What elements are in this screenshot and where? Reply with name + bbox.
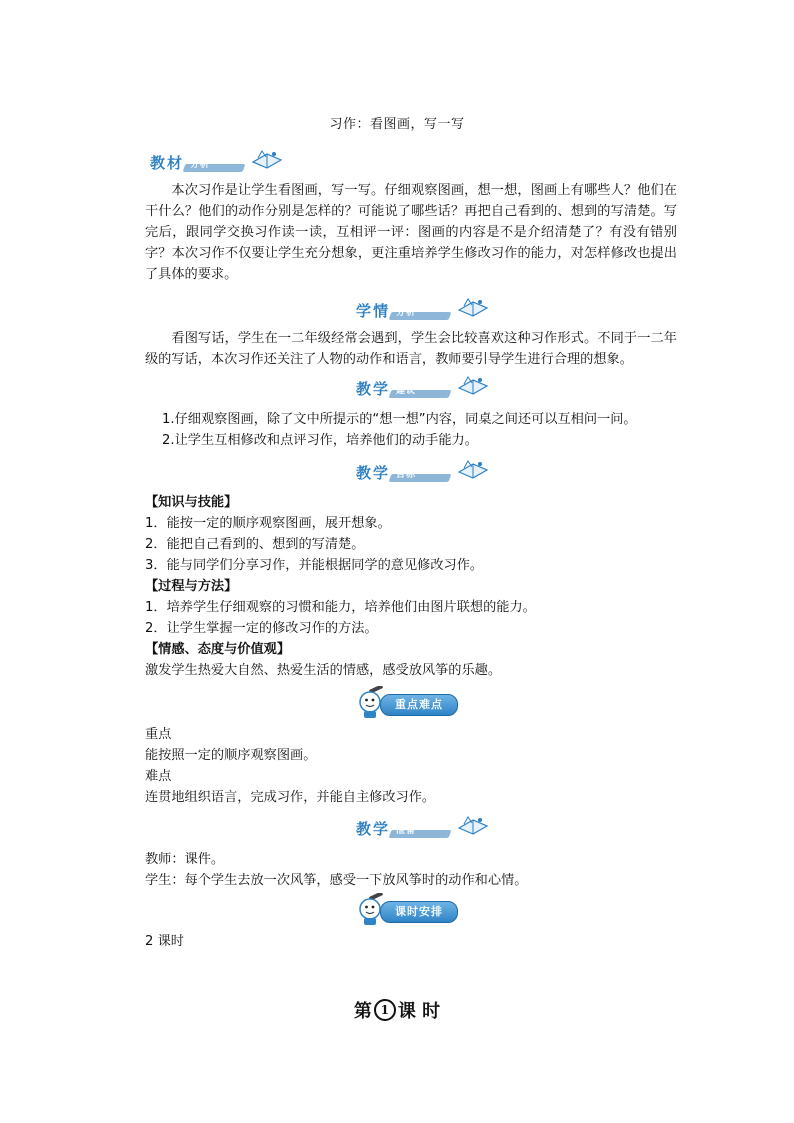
banner-suggestion (356, 378, 496, 404)
banner-analysis (150, 152, 290, 178)
banner-goals (356, 462, 496, 488)
book-icon (456, 814, 490, 840)
goals-process-item: 2．让学生掌握一定的修改习作的方法。 (145, 621, 378, 636)
badge-schedule (356, 893, 466, 927)
difficulty-text: 连贯地组织语言，完成习作，并能自主修改习作。 (145, 790, 436, 805)
schedule-text: 2 课时 (145, 934, 184, 949)
banner-students (356, 300, 496, 326)
banner-main-text: 学情 (356, 302, 391, 320)
students-paragraph: 看图写话，学生在一二年级经常会遇到，学生会比较喜欢这种习作形式。不同于一二年级的写话，本次习作还关注了人物的动作和语言，教师要引导学生进行合理的想象。 (145, 331, 677, 367)
banner-main-text: 教材 (150, 154, 185, 172)
banner-sub-text: 准备 (396, 826, 417, 836)
banner-preparation (356, 818, 496, 844)
badge-key-points (356, 686, 466, 720)
analysis-paragraph: 本次习作是让学生看图画，写一写。仔细观察图画，想一想，图画上有哪些人？他们在干什么？他们的动作分别是怎样的？可能说了哪些话？再把自己看到的、想到的写清楚。写完后，跟同学交换习作读一读，互相评一评：图画的内容是不是介绍清楚了？有没有错别字？本次习作不仅要让学生充分想象，更注重培养学生修改习作的能力，对怎样修改也提出了具体的要求。 (145, 183, 677, 282)
goals-knowledge-item: 1．能按一定的顺序观察图画，展开想象。 (145, 516, 391, 531)
lesson-number: 1 (374, 999, 396, 1021)
goals-knowledge-item: 3．能与同学们分享习作，并能根据同学的意见修改习作。 (145, 558, 484, 573)
difficulty-label: 难点 (145, 769, 172, 784)
banner-sub-text: 分析 (396, 308, 417, 318)
key-text: 能按照一定的顺序观察图画。 (145, 748, 317, 763)
banner-sub-text: 建议 (396, 386, 417, 396)
key-label: 重点 (145, 727, 172, 742)
book-icon (456, 296, 490, 322)
goals-knowledge-item: 2．能把自己看到的、想到的写清楚。 (145, 537, 365, 552)
banner-main-text: 教学 (356, 820, 391, 838)
book-icon (456, 374, 490, 400)
book-icon (250, 148, 284, 174)
page-title: 习作：看图画，写一写 (329, 117, 465, 132)
lesson-suffix: 课 时 (397, 1001, 441, 1022)
goals-process-item: 1．培养学生仔细观察的习惯和能力，培养他们由图片联想的能力。 (145, 600, 536, 615)
preparation-student: 学生：每个学生去放一次风筝，感受一下放风筝时的动作和心情。 (145, 873, 528, 888)
lesson-heading (0, 1000, 794, 1024)
badge-text: 课时安排 (395, 905, 443, 918)
book-icon (456, 458, 490, 484)
goals-process-heading: 【过程与方法】 (145, 579, 238, 594)
banner-main-text: 教学 (356, 464, 391, 482)
suggestion-item: 2.让学生互相修改和点评习作，培养他们的动手能力。 (162, 433, 478, 448)
suggestion-item: 1.仔细观察图画，除了文中所提示的“想一想”内容，同桌之间还可以互相问一问。 (162, 412, 637, 427)
goals-emotion-heading: 【情感、态度与价值观】 (145, 642, 291, 657)
banner-sub-text: 分析 (190, 160, 211, 170)
goals-knowledge-heading: 【知识与技能】 (145, 495, 238, 510)
banner-main-text: 教学 (356, 380, 391, 398)
banner-sub-text: 目标 (396, 470, 417, 480)
badge-text: 重点难点 (395, 698, 443, 711)
lesson-prefix: 第 (353, 1001, 372, 1022)
preparation-teacher: 教师：课件。 (145, 852, 225, 867)
goals-emotion-text: 激发学生热爱大自然、热爱生活的情感，感受放风筝的乐趣。 (145, 663, 502, 678)
